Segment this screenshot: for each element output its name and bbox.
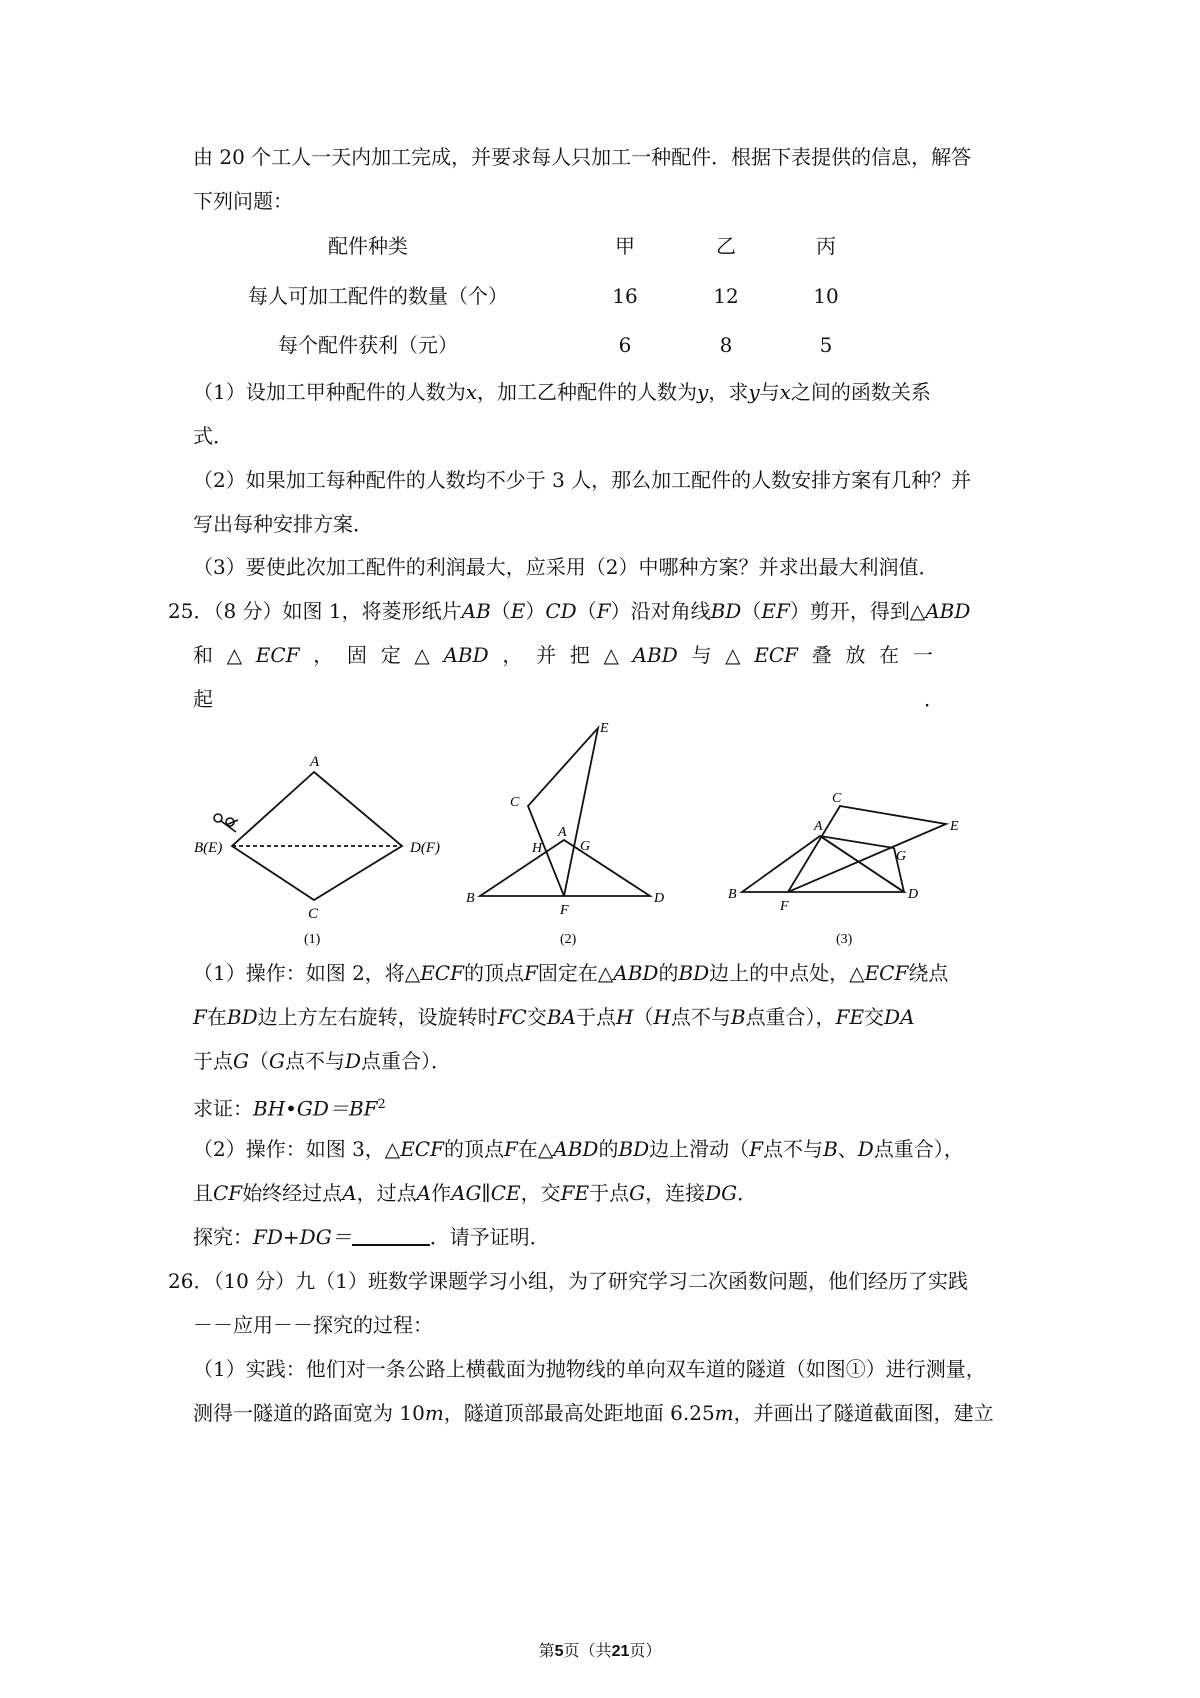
- q24-part1-line1: （1）设加工甲种配件的人数为x，加工乙种配件的人数为y，求y与x之间的函数关系: [193, 380, 931, 404]
- figure-2: [480, 728, 650, 896]
- q26-line1: 26．（10 分）九（1）班数学课题学习小组，为了研究学习二次函数问题，他们经历了实践: [168, 1269, 968, 1293]
- table-cell: 8: [719, 333, 733, 357]
- fig2-label-b: B: [466, 891, 475, 906]
- triangle-ecf: [528, 728, 598, 896]
- table-header-label: 配件种类: [328, 234, 408, 258]
- rhombus: [232, 772, 402, 900]
- table-cell: 12: [713, 284, 739, 308]
- q25-figures: [180, 718, 1000, 953]
- page-number: 5: [554, 1643, 564, 1660]
- segment-ad: [820, 836, 907, 892]
- table-cell: 10: [813, 284, 839, 308]
- q25-line1: 25．（8 分）如图 1，将菱形纸片AB（E）CD（F）沿对角线BD（EF）剪开，得到△ABD: [168, 599, 971, 623]
- fig1-label-d: D(F): [410, 840, 440, 856]
- q26-line3: （1）实践：他们对一条公路上横截面为抛物线的单向双车道的隧道（如图①）进行测量，: [193, 1357, 986, 1381]
- table-cell: 6: [618, 333, 632, 357]
- table-row-label: 每个配件获利（元）: [278, 333, 458, 357]
- q25-proof: 求证：$BH•GD=BF^2$: [193, 1096, 386, 1121]
- fig3-label-a: A: [814, 819, 823, 834]
- fig1-caption: (1): [304, 932, 321, 947]
- fig3-label-c: C: [832, 791, 842, 806]
- fig2-label-c: C: [510, 795, 520, 810]
- page-footer: 第5页（共21页）: [538, 1641, 662, 1660]
- q24-part2-line2: 写出每种安排方案．: [193, 512, 373, 536]
- fig3-label-d: D: [908, 887, 919, 902]
- fig2-label-g: G: [580, 839, 591, 854]
- fig2-label-a: A: [558, 825, 567, 840]
- table-header-bing: 丙: [816, 234, 836, 258]
- q24-part1-line2: 式．: [193, 424, 233, 448]
- fig2-label-d: D: [654, 891, 665, 906]
- scissors-icon: [214, 814, 238, 832]
- q25-op1-line1: （1）操作：如图 2，将△ECF的顶点F固定在△ABD的BD边上的中点处，△ECF绕点: [193, 961, 949, 985]
- intro-line-2: 下列问题：: [193, 189, 293, 213]
- q26-line2: －－应用－－探究的过程：: [193, 1313, 433, 1337]
- table-row-label: 每人可加工配件的数量（个）: [248, 284, 508, 308]
- answer-blank: [352, 1226, 430, 1246]
- q24-part3: （3）要使此次加工配件的利润最大，应采用（2）中哪种方案？并求出最大利润值．: [193, 555, 939, 579]
- segment-ag: [820, 836, 894, 848]
- fig1-label-b: B(E): [194, 840, 223, 856]
- fig3-label-g: G: [896, 849, 907, 864]
- table-header-yi: 乙: [716, 234, 736, 258]
- q25-op1-line2: F在BD边上方左右旋转，设旋转时FC交BA于点H（H点不与B点重合），FE交DA: [193, 1005, 915, 1029]
- intro-line-1: 由 20 个工人一天内加工完成，并要求每人只加工一种配件．根据下表提供的信息，解答: [193, 145, 972, 169]
- fig3-label-b: B: [728, 887, 737, 902]
- fig1-label-a: A: [310, 754, 320, 770]
- q25-op2-line1: （2）操作：如图 3，△ECF的顶点F在△ABD的BD边上滑动（F点不与B、D点重合），: [193, 1137, 964, 1161]
- fig3-label-f: F: [780, 899, 789, 914]
- fig2-caption: (2): [560, 932, 577, 947]
- fig2-label-e: E: [600, 721, 609, 736]
- figure-1: [232, 772, 402, 900]
- q25-line3-end: ．: [924, 687, 944, 711]
- fig2-label-f: F: [560, 903, 569, 918]
- table-cell: 5: [819, 333, 833, 357]
- q26-line4: 测得一隧道的路面宽为 10m，隧道顶部最高处距地面 6.25m，并画出了隧道截面图，建立: [193, 1401, 994, 1425]
- fig3-caption: (3): [836, 932, 853, 947]
- triangle-ecf: [788, 806, 946, 892]
- table-cell: 16: [612, 284, 638, 308]
- q25-op2-line2: 且CF始终经过点A，过点A作AG∥CE，交FE于点G，连接DG．: [193, 1181, 758, 1205]
- fig2-label-h: H: [532, 841, 543, 856]
- table-header-jia: 甲: [615, 234, 635, 258]
- fig1-label-c: C: [308, 906, 319, 922]
- q25-explore: 探究：FD+DG＝ ．请予证明．: [193, 1225, 550, 1249]
- page-total: 21: [611, 1643, 630, 1660]
- triangle-abd: [742, 836, 907, 892]
- q25-op1-line3: 于点G（G点不与D点重合）．: [193, 1049, 452, 1073]
- q25-line2: 和 △ ECF ， 固 定 △ ABD ， 并 把 △ ABD 与 △ ECF 叠 放 在 一: [193, 643, 933, 667]
- fig3-label-e: E: [950, 819, 959, 834]
- q24-part2-line1: （2）如果加工每种配件的人数均不少于 3 人，那么加工配件的人数安排方案有几种？并: [193, 468, 972, 492]
- q25-line3: 起: [193, 687, 213, 711]
- figure-3: [742, 806, 946, 892]
